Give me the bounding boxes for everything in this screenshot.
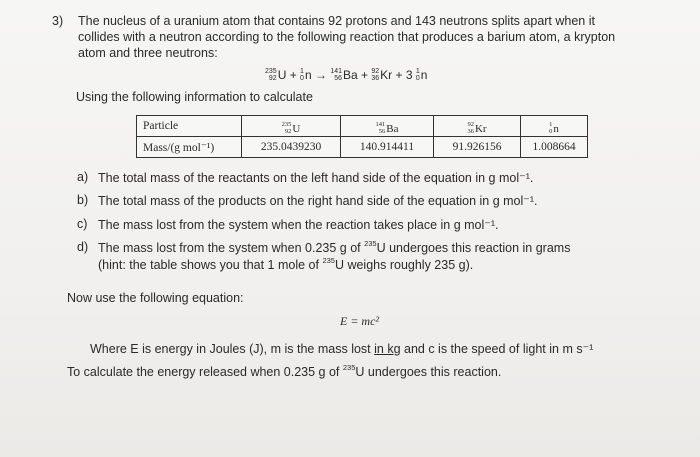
- final-instruction: To calculate the energy released when 0.235 g of $^{235}$U undergoes this reaction.: [67, 363, 502, 380]
- table-cell-kr: 92 36 Kr: [434, 116, 521, 137]
- fission-equation: 235 92 U + 1 0 n → 141 56 Ba + 92 36 Kr + 3 1 0 n: [265, 67, 428, 82]
- question-text-line-2: collides with a neutron according to the following reaction that produces a barium atom, a krypton: [78, 30, 616, 44]
- energy-equation: E = mc²: [340, 314, 380, 328]
- table-row: [137, 116, 588, 137]
- table-mass-ba: 140.914411: [341, 137, 434, 158]
- neutron-product-nuclide: 1 0 n: [415, 67, 428, 82]
- question-text-line-3: atom and three neutrons:: [78, 46, 218, 60]
- reaction-arrow: →: [311, 68, 331, 82]
- table-header-particle: Particle: [137, 116, 242, 137]
- item-text-b: The total mass of the products on the right hand side of the equation in g mol⁻¹.: [98, 194, 538, 208]
- neutron-nuclide: 1 0 n: [300, 67, 312, 82]
- now-use-text: Now use the following equation:: [67, 291, 244, 305]
- table-cell-n: 1 0 n: [521, 116, 588, 137]
- table-cell-ba: 141 56 Ba: [341, 116, 434, 137]
- krypton-nuclide: 92 36 Kr: [371, 67, 393, 82]
- table-mass-u: 235.0439230: [242, 137, 341, 158]
- item-text-d-hint: (hint: the table shows you that 1 mole of $^{235}$U weighs roughly 235 g).: [98, 256, 474, 273]
- item-label-d: d): [77, 240, 89, 254]
- item-label-c: c): [77, 217, 88, 231]
- question-number: 3): [52, 14, 64, 28]
- item-text-a: The total mass of the reactants on the left hand side of the equation in g mol⁻¹.: [98, 171, 534, 185]
- table-row: [137, 137, 588, 158]
- item-text-d: The mass lost from the system when 0.235 g of $^{235}$U undergoes this reaction in grams: [98, 239, 571, 256]
- table-mass-kr: 91.926156: [434, 137, 521, 158]
- question-text-line-1: The nucleus of a uranium atom that contains 92 protons and 143 neutrons splits apart when it: [78, 14, 595, 28]
- mass-table: [136, 115, 588, 158]
- item-text-c: The mass lost from the system when the reaction takes place in g mol⁻¹.: [98, 218, 499, 232]
- item-label-a: a): [77, 170, 89, 184]
- table-mass-label: Mass/(g mol⁻¹): [137, 137, 242, 158]
- table-intro: Using the following information to calculate: [76, 90, 313, 104]
- where-text: Where E is energy in Joules (J), m is the mass lost in kg and c is the speed of light in m s⁻¹: [90, 342, 594, 356]
- barium-nuclide: 141 56 Ba: [330, 67, 358, 82]
- item-label-b: b): [77, 193, 89, 207]
- table-cell-u: 235 92 U: [242, 116, 341, 137]
- table-mass-n: 1.008664: [521, 137, 588, 158]
- uranium-nuclide: 235 92 U: [265, 67, 287, 82]
